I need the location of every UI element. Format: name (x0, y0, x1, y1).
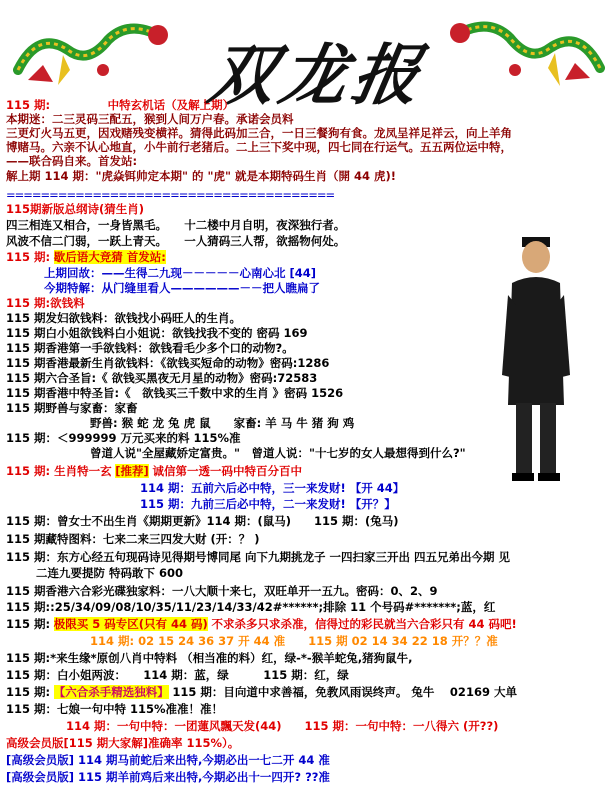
line-28: 115 期藏特图料：七来二来三四发大财 (开：？ ) (6, 532, 260, 546)
line-7: 115期新版总纲诗(猜生肖) (6, 202, 145, 216)
line-4: 博赌马。六亲不认心地直，小牛前行老猪后。二上三下奖中现，四七同在行运气。五五两位运中特， (6, 140, 512, 154)
line-18: 115 期六合圣旨:《 欲钱买黑夜无月星的动物》密码:72583 (6, 371, 318, 385)
line-2: 本期迷：二三灵码三配五，猴到人间万户春。承诺会员料 (6, 112, 294, 126)
line-36: 115 期：白小姐两波： 114 期：蓝，绿 115 期：红，绿 (6, 668, 349, 682)
line-38: 115 期：七娘一句中特 115%准准！准！ (6, 702, 224, 716)
line-12: 今期特解：从门缝里看人——————－－把人瞧扁了 (44, 281, 320, 295)
line-15: 115 期白小姐欲钱料白小姐说：欲钱找我不变的 密码 169 (6, 326, 308, 340)
line-41: [高级会员版] 114 期马前蛇后来出特,今期必出一七二开 44 准 (6, 753, 330, 767)
line-8: 四三相连又相合，一身皆黑毛。 十二楼中月自明，夜深独行者。 (6, 218, 346, 232)
line-6: 解上期 114 期："虎焱铒帅定本期" 的 "虎" 就是本期特码生肖（開 44 虎)! (6, 169, 396, 183)
line-1: 115 期: 中特玄机话（及解上期） (6, 98, 235, 112)
line-30: 二连九要提防 特码敢下 600 (36, 566, 184, 580)
line-19: 115 期香港中特圣旨:《 欲钱买三千数中求的生肖 》密码 1526 (6, 386, 344, 400)
line-16: 115 期香港第一手欲钱料：欲钱看毛少多个口的动物?。 (6, 341, 294, 355)
line-34: 114 期: 02 15 24 36 37 开 44 准 115 期 02 14 34 22 18 开？？准 (90, 634, 498, 648)
line-42: [高级会员版] 115 期羊前鸡后来出特,今期必出十一四开? ??准 (6, 770, 330, 784)
line-33: 115 期: 极限买 5 码专区(只有 44 码) 不求杀多只求杀准，信得过的彩民就当六合彩只有 44 码吧! (6, 617, 517, 631)
line-11: 上期回故：——生得二九现－－－－－心南心北 [44] (44, 266, 317, 280)
separator: ====================================== (6, 188, 335, 202)
line-32: 115 期::25/34/09/08/10/35/11/23/14/33/42#******;排除 11 个号码#*******;蓝，红 (6, 600, 496, 614)
line-20: 115 期野兽与家畜：家畜 (6, 401, 138, 415)
page-title: 双龙报 (202, 36, 432, 114)
line-23: 曾道人说"全屋藏娇定富贵。" 曾道人说："十七岁的女人最想得到什么?" (90, 446, 466, 460)
fortune-teller-figure-icon (500, 235, 572, 485)
line-10: 115 期: 歇后语大竞猜 首发站: (6, 250, 166, 264)
line-9: 风波不信二门弱，一跃上青天。 一人猜码三人帮，欲摇物何处。 (6, 234, 346, 248)
line-27: 115 期：曾女士不出生肖《期期更新》114 期：(鼠马) 115 期：(兔马) (6, 514, 399, 528)
line-37: 115 期: 【六合杀手精选独料】 115 期：目向道中求善福，免教风雨误终声。 兔牛 02169 大单 (6, 685, 517, 699)
line-29: 115 期：东方心经五句现码诗见得期号博同尾 向下九期挑龙子 一四扫家三开出 四五兄弟出今期 见 (6, 550, 511, 564)
line-21: 野兽: 猴 蛇 龙 兔 虎 鼠 家畜: 羊 马 牛 猪 狗 鸡 (90, 416, 355, 430)
line-35: 115 期:*来生缘*原创八肖中特料 （相当准的料）红，绿-*-猴羊蛇兔,猪狗鼠牛, (6, 651, 413, 665)
line-3: 三更灯火马五更，因戏赌残变横祥。猜得此码加三合，一日三餐狗有食。龙凤呈祥足祥云，向上羊角 (6, 126, 512, 140)
line-14: 115 期发妇欲钱料：欲钱找小码旺人的生肖。 (6, 311, 242, 325)
dragon-left-icon (8, 10, 168, 95)
line-22: 115 期：＜999999 万元买来的料 115%准 (6, 431, 241, 445)
line-39: 114 期：一句中特：一团蓮风飄天发(44) 115 期：一句中特：一八得六 (开??) (66, 719, 499, 733)
line-24: 115 期: 生肖特一玄 [推荐] 诚信第一透一码中特百分百中 (6, 464, 302, 478)
line-5: ——联合码自来。首发站: (6, 154, 138, 168)
line-26: 115 期：九前三后必中特，二一来发财! 【开？】 (140, 497, 396, 511)
line-25: 114 期：五前六后必中特，三一来发财! 【开 44】 (140, 481, 405, 495)
line-31: 115 期香港六合彩光碟独家料：一八大顺十来七，双旺单开一五九。密码：0、2、9 (6, 584, 438, 598)
line-40: 高级会员版[115 期大家解]准确率 115%）。 (6, 736, 240, 750)
line-17: 115 期香港最新生肖欲钱料：《欲钱买短命的动物》密码:1286 (6, 356, 330, 370)
line-13: 115 期:欲钱料 (6, 296, 85, 310)
